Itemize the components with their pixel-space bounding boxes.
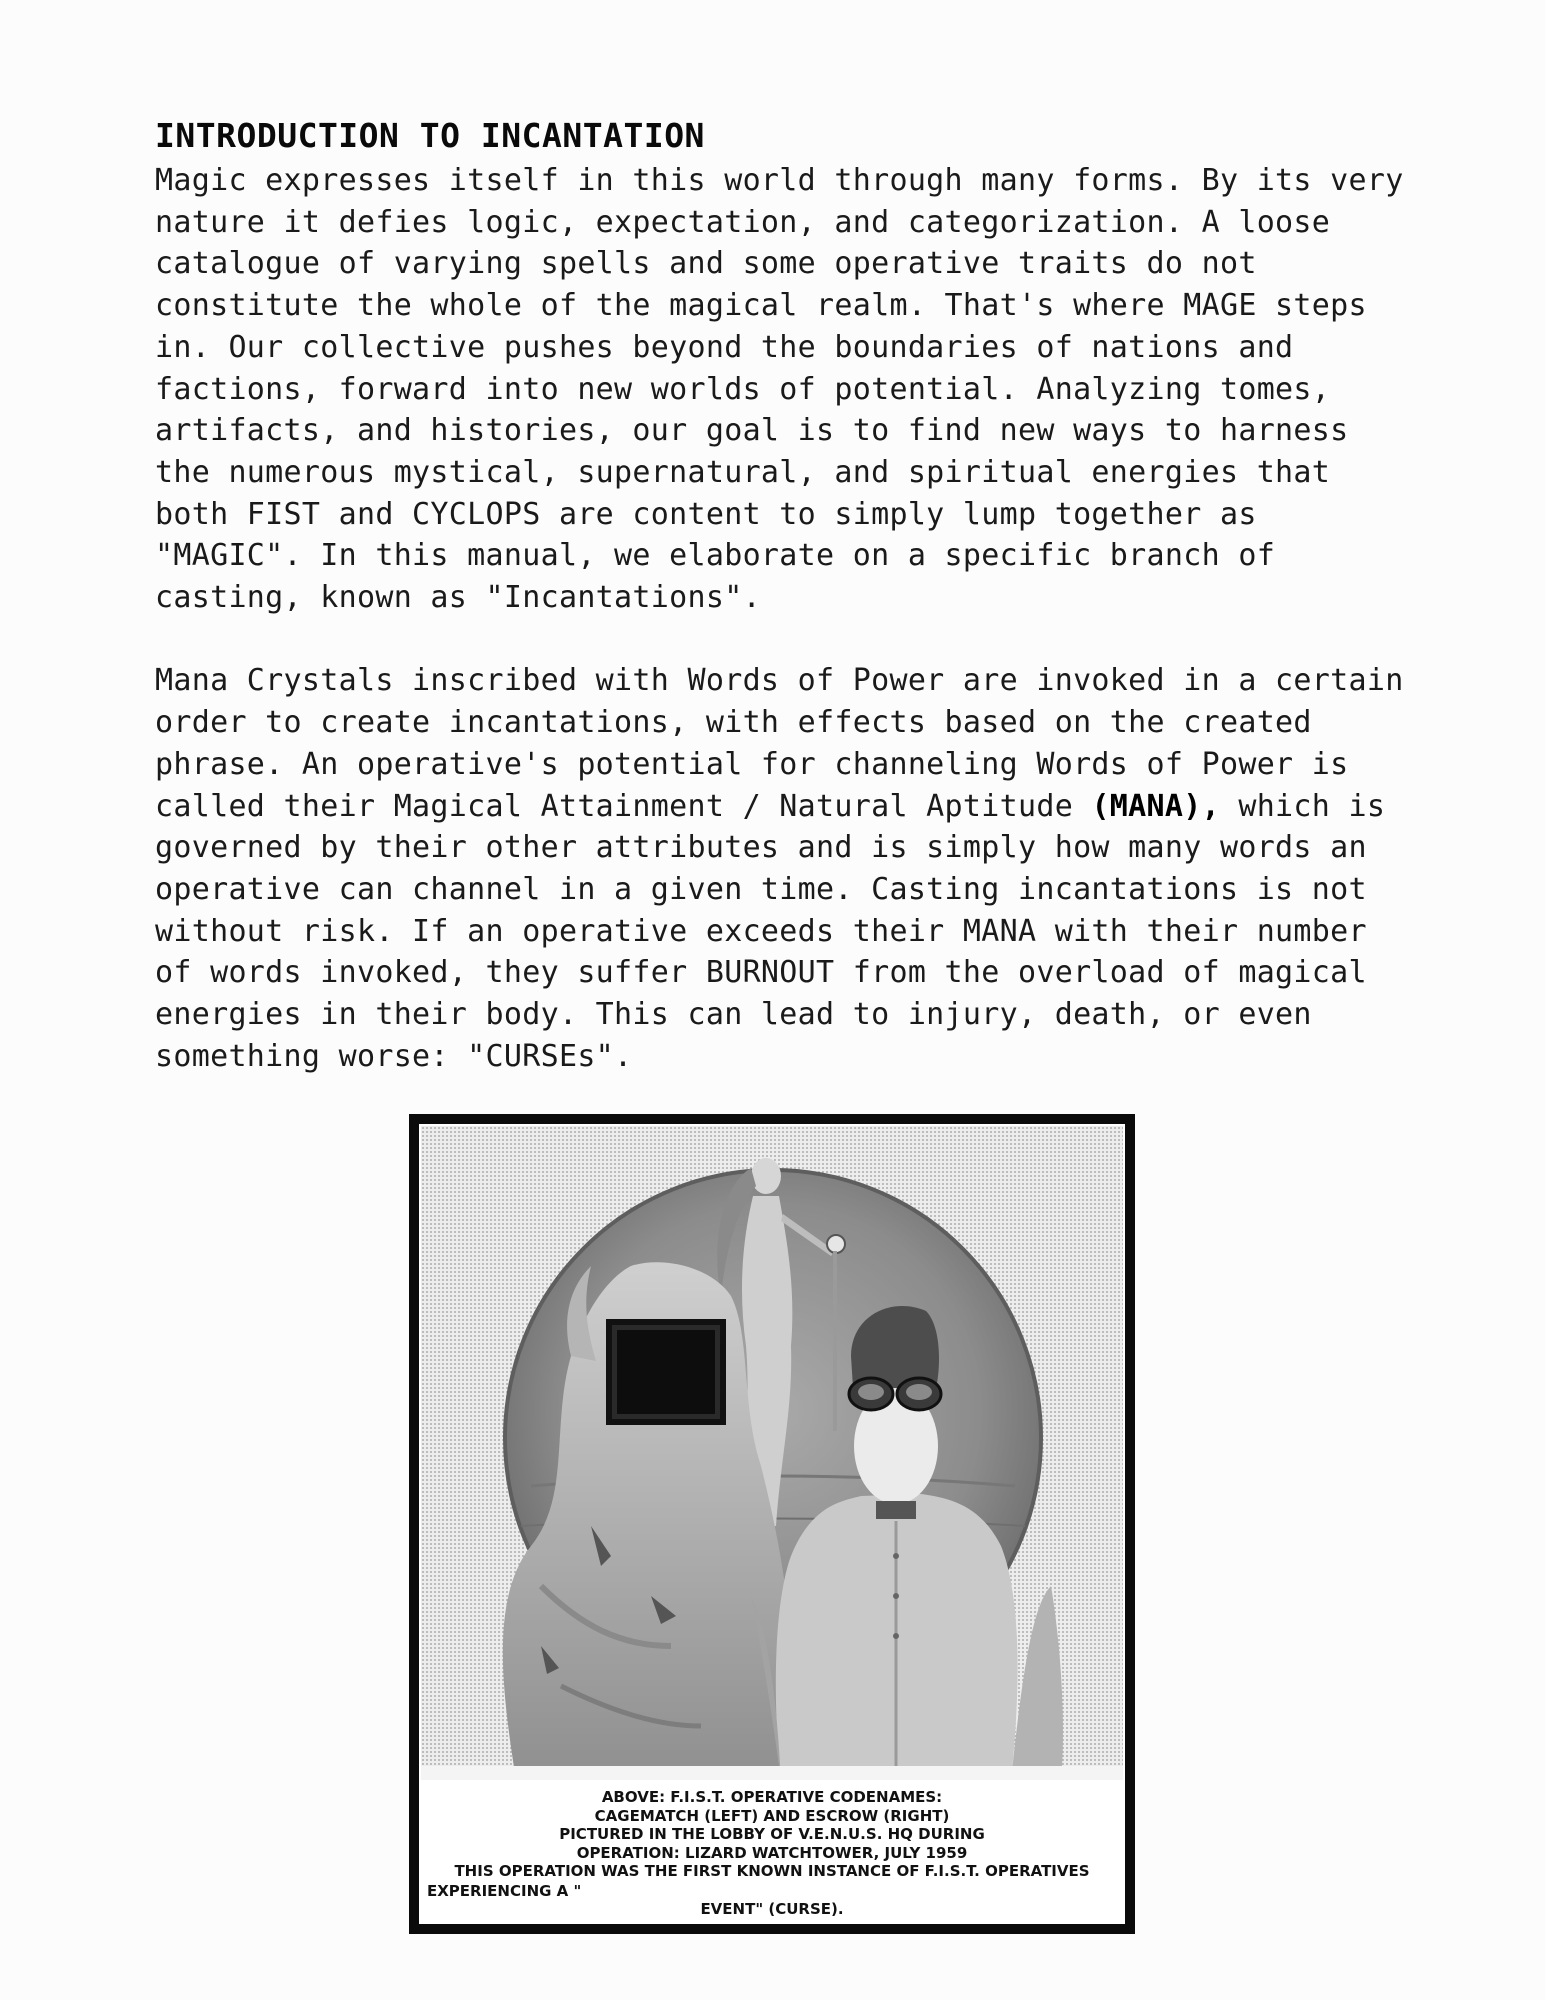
page-title: INTRODUCTION TO INCANTATION [155, 116, 705, 155]
caption-redacted-prefix: EXPERIENCING A " [427, 1881, 582, 1900]
caption-line: CAGEMATCH (LEFT) AND ESCROW (RIGHT) [594, 1806, 950, 1825]
mana-paragraph-start: Mana Crystals inscribed with Words of Power are invoked in a certain order to create incantations, with effects based on the created phrase. An operative's potential for channeling Words of Power is called their Magical Attainment / Natural Aptitude [155, 663, 1404, 824]
caption-line: OPERATION: LIZARD WATCHTOWER, JULY 1959 [576, 1843, 968, 1862]
caption-redacted-line [427, 1881, 1117, 1901]
photo-figure [409, 1114, 1135, 1934]
operatives-photo [421, 1126, 1123, 1780]
caption-line: THIS OPERATION WAS THE FIRST KNOWN INSTANCE OF F.I.S.T. OPERATIVES [454, 1862, 1090, 1880]
figure-caption [427, 1788, 1117, 1919]
mana-emphasis: (MANA), [1091, 788, 1220, 824]
halftone-photo-illustration [421, 1126, 1123, 1780]
caption-line: PICTURED IN THE LOBBY OF V.E.N.U.S. HQ DURING [559, 1825, 985, 1843]
intro-paragraph: Magic expresses itself in this world through many forms. By its very nature it defies logic, expectation, and categorization. A loose catalogue of varying spells and some operative traits do not constitute the whole of the magical realm. That's where MAGE steps in. Our collective pushes beyond the boundaries of nations and factions, forward into new worlds of potential. Analyzing tomes, artifacts, and histories, our goal is to find new ways to harness the numerous mystical, supernatural, and spiritual energies that both FIST and CYCLOPS are content to simply lump together as "MAGIC". In this manual, we elaborate on a specific branch of casting, known as "Incantations". [155, 163, 1404, 616]
mana-paragraph-end: which is governed by their other attributes and is simply how many words an operative can channel in a given time. Casting incantations is not without risk. If an operative exceeds their MANA with their number of words invoked, they suffer BURNOUT from the overload of magical energies in their body. This can lead to injury, death, or even something worse: "CURSEs". [155, 788, 1386, 1074]
caption-line: ABOVE: F.I.S.T. OPERATIVE CODENAMES: [601, 1788, 943, 1806]
mana-paragraph [155, 660, 1415, 1077]
page-content [155, 112, 1415, 1077]
caption-end: EVENT" (CURSE). [700, 1900, 844, 1918]
